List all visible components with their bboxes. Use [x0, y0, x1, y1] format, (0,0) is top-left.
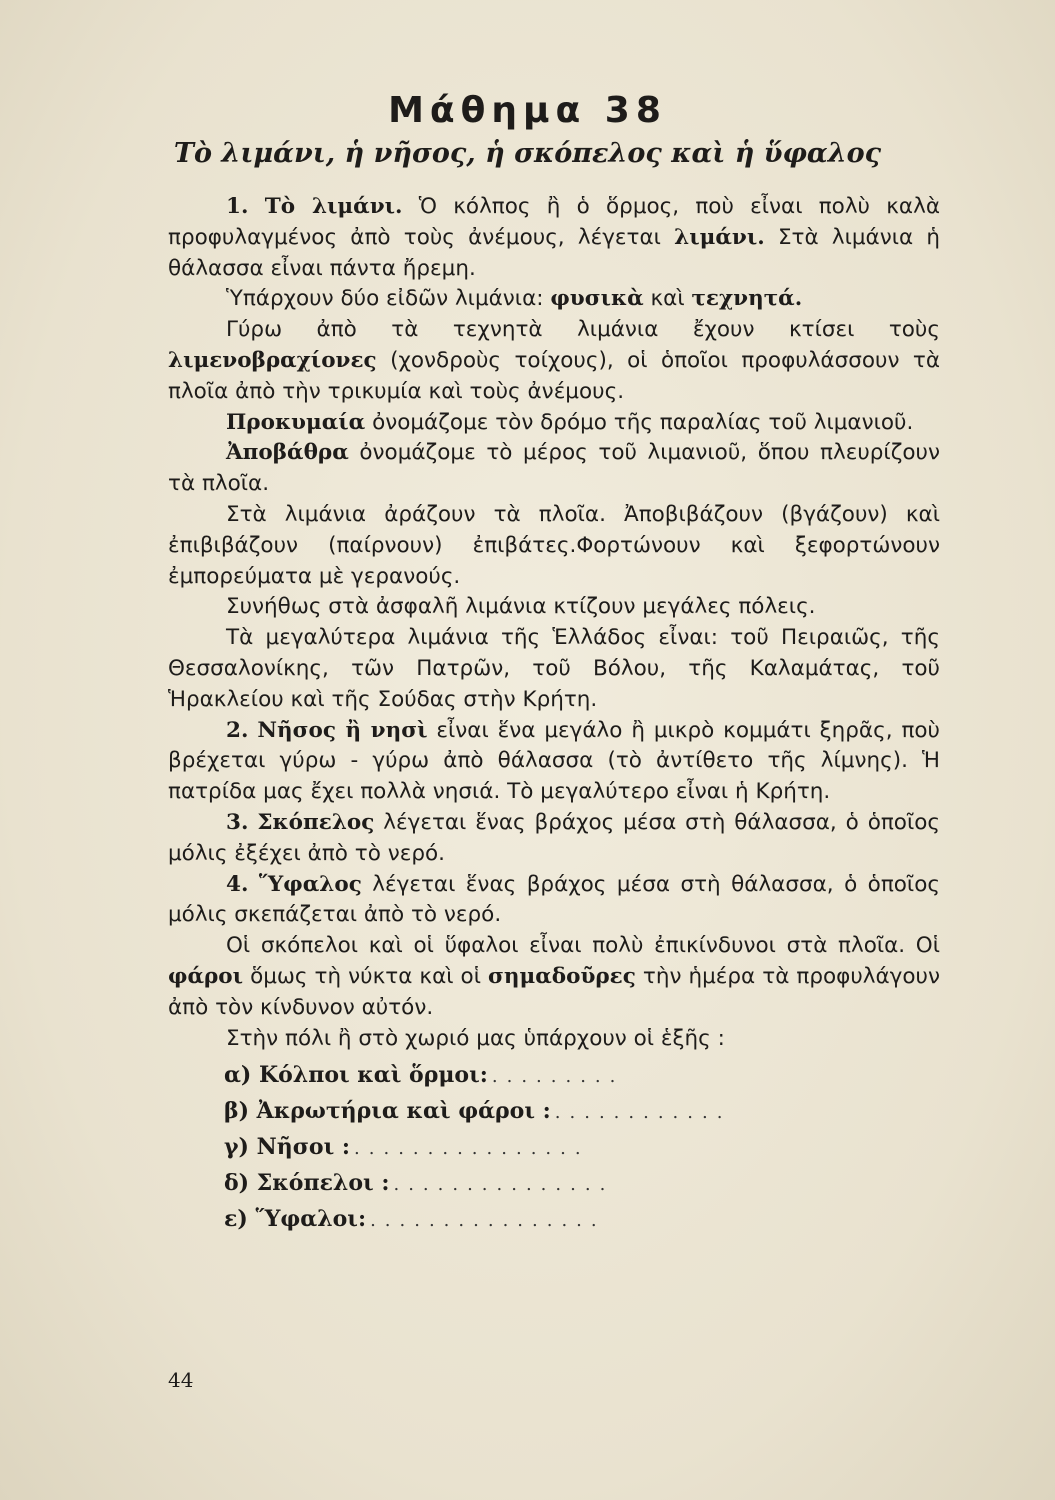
pier-text: ὀνομάζομε τὸ μέρος τοῦ λιμανιοῦ, ὅπου πλευρίζουν τὰ πλοῖα. — [168, 440, 940, 497]
answer-blank: ............... — [393, 1174, 615, 1196]
section-1-text: Ὁ κόλπος ἢ ὁ ὅρμος, ποὺ εἶναι πολὺ καλὰ προφυλαγμένος ἀπὸ τοὺς ἀνέμους, λέγεται — [168, 194, 940, 250]
exercise-item-reefs — [224, 1204, 940, 1240]
exercise-item-capes — [224, 1096, 940, 1132]
danger-text-2: ὅμως τὴ νύκτα καὶ οἱ — [250, 963, 481, 989]
pier-term: Ἀποβάθρα — [226, 440, 349, 466]
section-2-text: εἶναι ἕνα μεγάλο ἢ μικρὸ κομμάτι ξηρᾶς, ποὺ βρέχεται γύρω - γύρω ἀπὸ θάλασσα (τὸ ἀντίθετο τῆς λίμνης). Ἡ πατρίδα μας ἔχει πολλὰ νησιά. Τὸ μεγαλύτερο εἶναι ἡ Κρήτη. — [168, 717, 940, 805]
harbor-types-and: καὶ — [650, 286, 685, 312]
answer-blank: ................ — [354, 1138, 590, 1160]
lesson-subtitle: Τὸ λιμάνι, ἡ νῆσος, ἡ σκόπελος καὶ ἡ ὕφαλος — [173, 138, 882, 169]
lesson-title: Μάθημα 38 — [388, 90, 667, 131]
largest-harbors-paragraph: Τὰ μεγαλύτερα λιμάνια τῆς Ἑλλάδος εἶναι: τοῦ Πειραιῶς, τῆς Θεσσαλονίκης, τῶν Πατρῶν, τοῦ Βόλου, τῆς Καλαμάτας, τοῦ Ἡρακλείου καὶ τῆς Σούδας στὴν Κρήτη. — [168, 625, 940, 712]
answer-blank: ......... — [491, 1066, 625, 1088]
exercise-item-label: ε) Ὕφαλοι: — [224, 1206, 367, 1233]
artificial-term: τεχνητά. — [691, 286, 803, 312]
section-4-paragraph — [168, 870, 940, 932]
harbor-types-paragraph — [168, 284, 940, 315]
section-1-term-2: λιμάνι. — [674, 224, 765, 250]
page-number: 44 — [168, 1368, 194, 1392]
lesson-body — [168, 192, 940, 1240]
exercise-list — [168, 1060, 940, 1240]
danger-text-3: τὴν ἡμέρα τὰ προφυλάγουν ἀπὸ τὸν κίνδυνον αὐτόν. — [168, 963, 940, 1020]
quay-paragraph — [168, 408, 940, 439]
section-2-number: 2. — [226, 717, 249, 743]
quay-text: ὀνομάζομε τὸν δρόμο τῆς παραλίας τοῦ λιμανιοῦ. — [372, 409, 914, 435]
pier-paragraph — [168, 438, 940, 500]
section-4-number: 4. — [226, 871, 249, 897]
breakwater-term: λιμενοβραχίονες — [168, 347, 377, 373]
section-2-paragraph — [168, 716, 940, 808]
section-1-number: 1. — [226, 194, 249, 219]
breakwater-text-2: (χονδροὺς τοίχους), οἱ ὁποῖοι προφυλάσσουν τὰ πλοῖα ἀπὸ τὴν τρικυμία καὶ τοὺς ἀνέμους. — [168, 347, 940, 404]
breakwater-text: Γύρω ἀπὸ τὰ τεχνητὰ λιμάνια ἔχουν κτίσει τοὺς — [226, 317, 940, 343]
exercise-item-label: γ) Νῆσοι : — [224, 1134, 351, 1161]
section-3-number: 3. — [226, 809, 249, 835]
danger-text: Οἱ σκόπελοι καὶ οἱ ὕφαλοι εἶναι πολὺ ἐπικίνδυνοι στὰ πλοῖα. Οἱ — [226, 933, 940, 959]
section-4-term: Ὕφαλος — [258, 871, 362, 897]
natural-term: φυσικὰ — [550, 286, 644, 312]
exercise-item-label: δ) Σκόπελοι : — [224, 1170, 390, 1197]
section-1-text-2: Στὰ λιμάνια ἡ θάλασσα εἶναι πάντα ἤρεμη. — [168, 224, 940, 281]
exercise-item-label: β) Ἀκρωτήρια καὶ φάροι : — [224, 1098, 551, 1125]
section-2-term: Νῆσος ἢ νησὶ — [257, 717, 428, 743]
exercise-item-bays — [224, 1060, 940, 1096]
lighthouses-term: φάροι — [168, 963, 244, 989]
quay-term: Προκυμαία — [226, 409, 366, 435]
exercise-intro: Στὴν πόλι ἢ στὸ χωριό μας ὑπάρχουν οἱ ἑξῆς : — [226, 1025, 725, 1051]
danger-paragraph — [168, 931, 940, 1023]
section-3-text: λέγεται ἕνας βράχος μέσα στὴ θάλασσα, ὁ ὁποῖος μόλις ἐξέχει ἀπὸ τὸ νερό. — [168, 809, 940, 866]
breakwater-paragraph — [168, 315, 940, 407]
section-1-paragraph — [168, 192, 940, 284]
answer-blank: ............ — [554, 1102, 732, 1124]
exercise-item-label: α) Κόλποι καὶ ὅρμοι: — [224, 1062, 488, 1089]
buoys-term: σημαδοῦρες — [488, 963, 636, 989]
section-3-term: Σκόπελος — [257, 809, 375, 835]
section-4-text: λέγεται ἕνας βράχος μέσα στὴ θάλασσα, ὁ ὁποῖος μόλις σκεπάζεται ἀπὸ τὸ νερό. — [168, 871, 940, 928]
harbor-types-text: Ὑπάρχουν δύο εἰδῶν λιμάνια: — [226, 286, 544, 312]
section-1-term: Τὸ λιμάνι. — [264, 194, 403, 219]
exercise-item-rocks — [224, 1168, 940, 1204]
ships-paragraph: Στὰ λιμάνια ἀράζουν τὰ πλοῖα. Ἀποβιβάζουν (βγάζουν) καὶ ἐπιβιβάζουν (παίρνουν) ἐπιβάτες.Φορτώνουν καὶ ξεφορτώνουν ἐμπορεύματα μὲ γερανούς. — [168, 501, 940, 589]
answer-blank: ................ — [370, 1210, 606, 1232]
section-3-paragraph — [168, 808, 940, 870]
exercise-item-islands — [224, 1132, 940, 1168]
cities-paragraph: Συνήθως στὰ ἀσφαλῆ λιμάνια κτίζουν μεγάλες πόλεις. — [226, 594, 816, 620]
